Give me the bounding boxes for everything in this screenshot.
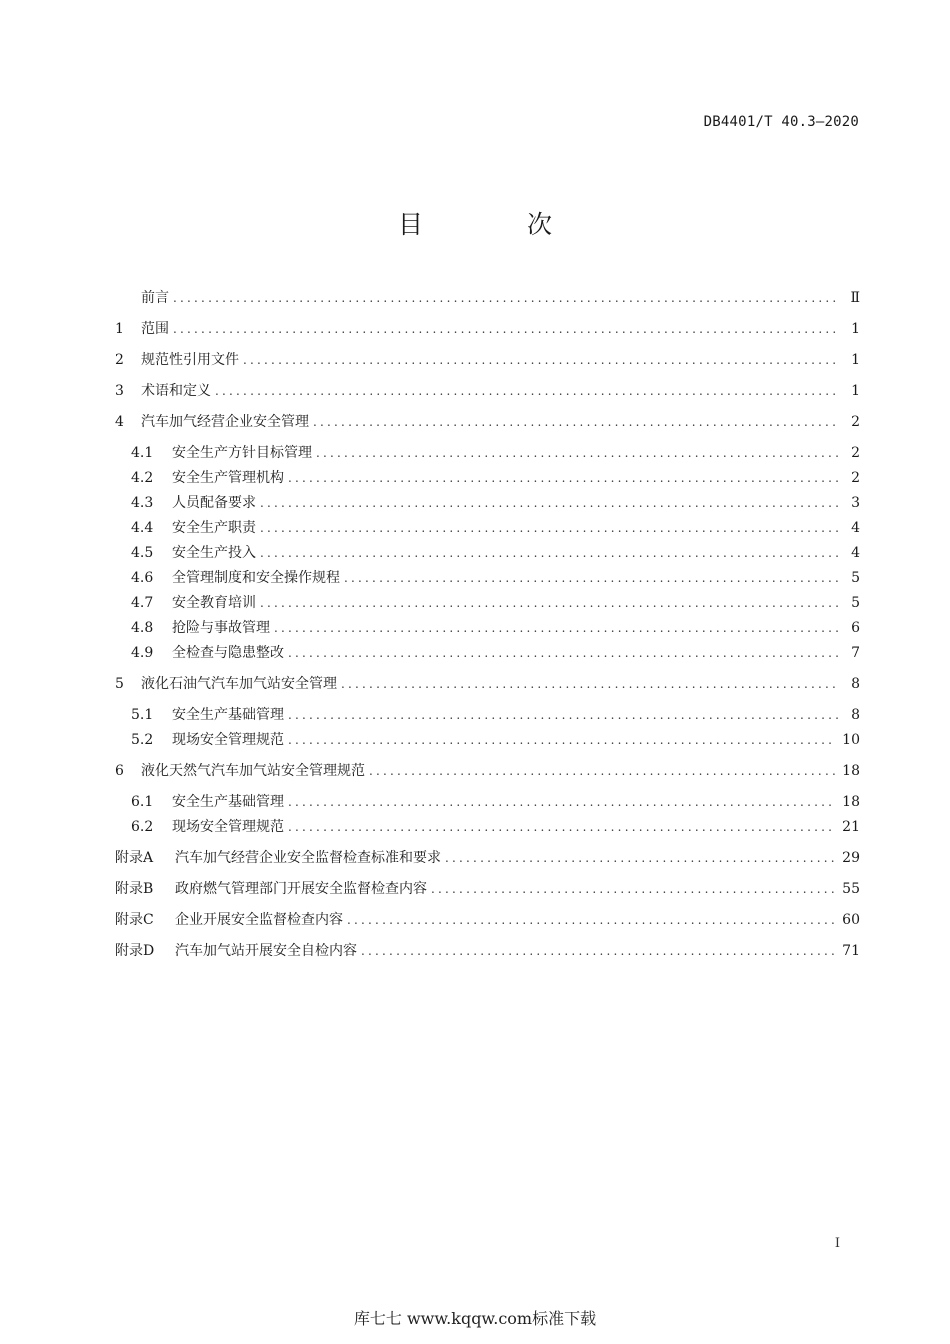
toc-entry-label: 规范性引用文件: [141, 352, 239, 368]
toc-entry-page: 2: [851, 470, 860, 486]
toc-entry-label: 全管理制度和安全操作规程: [172, 570, 340, 586]
toc-entry-label: 汽车加气经营企业安全监督检查标准和要求: [175, 850, 441, 866]
toc-entry-page: 4: [851, 545, 860, 561]
toc-leader-dots: [288, 815, 836, 840]
toc-entry-label: 安全生产基础管理: [172, 794, 284, 810]
toc-entry-number: 6.1: [131, 794, 154, 810]
toc-entry[interactable]: [115, 790, 860, 815]
toc-entry[interactable]: [115, 672, 860, 703]
toc-entry[interactable]: [115, 441, 860, 466]
toc-leader-dots: [288, 728, 836, 753]
toc-entry-label: 全检查与隐患整改: [172, 645, 284, 661]
toc-entry-label: 安全生产职责: [172, 520, 256, 536]
toc-entry-page: 10: [842, 732, 860, 748]
toc-entry-page: 7: [851, 645, 860, 661]
toc-entry-label: 安全生产投入: [172, 545, 256, 561]
toc-entry-number: 4.7: [131, 595, 154, 611]
toc-entry[interactable]: [115, 466, 860, 491]
toc-entry-label: 企业开展安全监督检查内容: [175, 912, 343, 928]
toc-leader-dots: [260, 491, 840, 516]
toc-entry-number: 1: [115, 321, 124, 337]
toc-entry[interactable]: [115, 616, 860, 641]
document-code: DB4401/T 40.3—2020: [703, 114, 859, 130]
toc-entry-number: 4.6: [131, 570, 154, 586]
toc-entry[interactable]: [115, 728, 860, 759]
toc-entry-label: 汽车加气经营企业安全管理: [141, 414, 309, 430]
toc-entry-page: 2: [851, 445, 860, 461]
toc-entry-label: 现场安全管理规范: [172, 819, 284, 835]
toc-entry[interactable]: [115, 591, 860, 616]
toc-entry-label: 现场安全管理规范: [172, 732, 284, 748]
toc-entry-page: 1: [851, 352, 860, 368]
toc-entry-number: 6: [115, 763, 124, 779]
toc-entry[interactable]: [115, 815, 860, 846]
toc-entry-page: 18: [842, 763, 860, 779]
toc-entry-label: 液化天然气汽车加气站安全管理规范: [141, 763, 365, 779]
toc-entry-number: 4.3: [131, 495, 154, 511]
toc-entry-number: 4.1: [131, 445, 154, 461]
toc-leader-dots: [288, 703, 840, 728]
toc-entry[interactable]: [115, 348, 860, 379]
toc-leader-dots: [316, 441, 840, 466]
toc-leader-dots: [288, 466, 840, 491]
toc-entry-page: 71: [842, 943, 860, 959]
toc-entry[interactable]: [115, 379, 860, 410]
toc-entry-label: 抢险与事故管理: [172, 620, 270, 636]
toc-leader-dots: [445, 846, 836, 871]
toc-entry[interactable]: [115, 908, 860, 939]
toc-entry[interactable]: [115, 877, 860, 908]
toc-entry-number: 4: [115, 414, 124, 430]
toc-leader-dots: [288, 790, 836, 815]
toc-entry-page: 4: [851, 520, 860, 536]
toc-entry-number: 4.5: [131, 545, 154, 561]
toc-entry-label: 范围: [141, 321, 169, 337]
toc-entry[interactable]: [115, 541, 860, 566]
toc-entry[interactable]: [115, 939, 860, 970]
toc-entry-number: 3: [115, 383, 124, 399]
toc-entry-page: 5: [851, 595, 860, 611]
toc-entry-label: 政府燃气管理部门开展安全监督检查内容: [175, 881, 427, 897]
toc-entry[interactable]: [115, 317, 860, 348]
toc-entry-page: 21: [842, 819, 860, 835]
toc-entry-page: 60: [842, 912, 860, 928]
page-number: I: [834, 1236, 840, 1251]
toc-entry[interactable]: [115, 703, 860, 728]
toc-entry-number: 4.4: [131, 520, 154, 536]
toc-entry-page: 29: [842, 850, 860, 866]
toc-entry[interactable]: [115, 491, 860, 516]
toc-entry-label: 人员配备要求: [172, 495, 256, 511]
toc-leader-dots: [173, 286, 840, 311]
toc-entry[interactable]: [115, 759, 860, 790]
toc-entry-label: 安全生产基础管理: [172, 707, 284, 723]
toc-entry-label: 安全生产方针目标管理: [172, 445, 312, 461]
toc-leader-dots: [347, 908, 836, 933]
toc-entry-page: 2: [851, 414, 860, 430]
toc-entry-number: 5.2: [131, 732, 154, 748]
toc-entry-page: 6: [851, 620, 860, 636]
toc-entry-number: 附录A: [115, 850, 154, 866]
toc-entry-page: 1: [851, 321, 860, 337]
toc-entry-number: 4.9: [131, 645, 154, 661]
toc-leader-dots: [369, 759, 836, 784]
toc-entry-number: 附录D: [115, 943, 155, 959]
toc-leader-dots: [288, 641, 840, 666]
footer-watermark: 库七七 www.kqqw.com标准下载: [353, 1309, 597, 1328]
toc-entry-page: 55: [842, 881, 860, 897]
toc-entry-number: 附录B: [115, 881, 154, 897]
toc-entry-number: 附录C: [115, 912, 154, 928]
toc-entry-page: 1: [851, 383, 860, 399]
toc-entry-number: 4.2: [131, 470, 154, 486]
toc-entry-number: 6.2: [131, 819, 154, 835]
toc-entry-number: 2: [115, 352, 124, 368]
toc-entry-page: 18: [842, 794, 860, 810]
toc-entry[interactable]: [115, 516, 860, 541]
toc-entry[interactable]: [115, 410, 860, 441]
toc-leader-dots: [313, 410, 840, 435]
toc-leader-dots: [260, 516, 840, 541]
toc-entry-page: 5: [851, 570, 860, 586]
toc-leader-dots: [361, 939, 836, 964]
toc-entry-number: 4.8: [131, 620, 154, 636]
toc-entry-label: 液化石油气汽车加气站安全管理: [141, 676, 337, 692]
toc-entry-page: Ⅱ: [850, 290, 860, 306]
toc-leader-dots: [260, 541, 840, 566]
toc-entry-label: 汽车加气站开展安全自检内容: [175, 943, 357, 959]
toc-entry-label: 安全生产管理机构: [172, 470, 284, 486]
toc-leader-dots: [260, 591, 840, 616]
toc-entry-label: 安全教育培训: [172, 595, 256, 611]
toc-entry-label: 前言: [141, 290, 169, 306]
table-of-contents: [115, 286, 860, 970]
toc-entry[interactable]: [115, 566, 860, 591]
toc-entry-page: 8: [851, 707, 860, 723]
toc-entry[interactable]: [115, 641, 860, 672]
page-title: 目 次: [398, 210, 600, 239]
toc-leader-dots: [243, 348, 840, 373]
toc-entry-page: 8: [851, 676, 860, 692]
toc-entry[interactable]: [115, 846, 860, 877]
toc-entry-label: 术语和定义: [141, 383, 211, 399]
toc-entry-number: 5.1: [131, 707, 154, 723]
toc-leader-dots: [215, 379, 840, 404]
toc-leader-dots: [173, 317, 840, 342]
toc-leader-dots: [274, 616, 840, 641]
toc-leader-dots: [344, 566, 840, 591]
toc-entry[interactable]: [115, 286, 860, 317]
toc-entry-number: 5: [115, 676, 124, 692]
toc-leader-dots: [341, 672, 840, 697]
toc-leader-dots: [431, 877, 836, 902]
toc-entry-page: 3: [851, 495, 860, 511]
